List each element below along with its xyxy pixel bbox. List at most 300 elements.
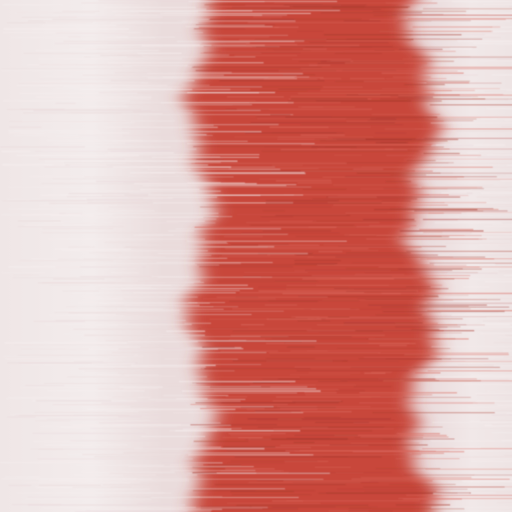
thread-streak	[9, 266, 80, 267]
thread-streak	[2, 164, 65, 165]
thread-streak	[110, 433, 147, 434]
thread-streak	[309, 373, 361, 374]
thread-streak	[382, 201, 411, 202]
thread-streak	[192, 89, 250, 90]
thread-streak	[68, 247, 95, 248]
thread-streak	[182, 85, 210, 86]
thread-streak	[287, 285, 389, 286]
thread-streak	[365, 299, 500, 300]
thread-streak	[128, 341, 198, 342]
thread-streak	[83, 297, 198, 298]
thread-streak	[221, 51, 344, 52]
thread-streak	[107, 411, 139, 412]
thread-streak	[350, 78, 385, 79]
thread-streak	[152, 219, 217, 220]
thread-streak	[267, 255, 294, 256]
thread-streak	[403, 59, 431, 60]
thread-streak	[229, 301, 318, 302]
thread-streak	[287, 347, 315, 348]
thread-streak	[491, 31, 512, 32]
thread-streak	[305, 46, 393, 47]
thread-streak	[33, 110, 151, 111]
thread-streak	[279, 70, 419, 71]
thread-streak	[497, 502, 512, 503]
thread-streak	[441, 172, 512, 173]
thread-streak	[480, 60, 512, 61]
thread-streak	[466, 360, 512, 361]
thread-streak	[134, 235, 174, 236]
thread-streak	[424, 138, 512, 139]
thread-streak	[231, 491, 294, 492]
thread-streak	[297, 183, 332, 184]
thread-streak	[63, 86, 112, 87]
thread-streak	[305, 270, 452, 271]
thread-streak	[290, 374, 350, 375]
thread-streak	[316, 318, 418, 319]
thread-streak	[91, 57, 127, 58]
thread-streak	[85, 371, 234, 372]
thread-streak	[107, 62, 263, 63]
thread-streak	[147, 73, 303, 74]
thread-streak	[105, 242, 227, 243]
thread-streak	[499, 270, 512, 271]
thread-streak	[226, 396, 247, 397]
thread-streak	[268, 77, 323, 78]
thread-streak	[257, 420, 395, 421]
thread-streak	[45, 324, 192, 325]
thread-streak	[456, 130, 512, 131]
thread-streak	[38, 282, 194, 283]
thread-streak	[274, 50, 311, 51]
thread-streak	[102, 402, 189, 403]
thread-streak	[497, 59, 512, 60]
thread-streak	[16, 85, 167, 86]
thread-streak	[201, 328, 312, 329]
thread-streak	[200, 207, 331, 208]
thread-streak	[70, 165, 107, 166]
thread-streak	[267, 319, 322, 320]
thread-streak	[423, 219, 512, 220]
thread-streak	[364, 81, 427, 82]
thread-streak	[92, 509, 222, 510]
thread-streak	[176, 42, 250, 43]
thread-streak	[492, 424, 512, 425]
thread-streak	[480, 420, 512, 421]
thread-streak	[345, 162, 454, 163]
thread-streak	[227, 9, 292, 10]
thread-streak	[301, 124, 403, 125]
thread-streak	[89, 285, 248, 286]
thread-streak	[484, 90, 512, 91]
thread-streak	[229, 339, 265, 340]
thread-streak	[445, 202, 512, 203]
thread-streak	[97, 374, 120, 375]
thread-streak	[35, 420, 70, 421]
thread-streak	[160, 13, 311, 14]
thread-streak	[397, 433, 440, 434]
thread-streak	[99, 422, 221, 423]
thread-streak	[298, 321, 331, 322]
thread-streak	[130, 192, 151, 193]
thread-streak	[241, 324, 264, 325]
thread-streak	[52, 215, 95, 216]
thread-streak	[3, 100, 130, 101]
thread-streak	[43, 228, 114, 229]
thread-streak	[480, 333, 512, 334]
thread-streak	[277, 139, 365, 140]
thread-streak	[14, 135, 123, 136]
thread-streak	[361, 189, 448, 190]
thread-streak	[67, 376, 207, 377]
thread-streak	[249, 439, 272, 440]
thread-streak	[479, 244, 512, 245]
thread-streak	[475, 206, 512, 207]
thread-streak	[6, 398, 86, 399]
thread-streak	[386, 155, 481, 156]
thread-streak	[335, 53, 382, 54]
thread-streak	[406, 286, 430, 287]
thread-streak	[333, 205, 448, 206]
thread-streak	[501, 180, 512, 181]
thread-streak	[82, 161, 237, 162]
thread-streak	[506, 335, 512, 336]
thread-streak	[236, 505, 368, 506]
thread-streak	[45, 445, 92, 446]
thread-streak	[422, 90, 452, 91]
thread-streak	[406, 251, 512, 252]
thread-streak	[47, 140, 193, 141]
thread-streak	[192, 67, 322, 68]
thread-streak	[199, 266, 293, 267]
thread-streak	[453, 33, 512, 34]
thread-streak	[60, 427, 82, 428]
thread-streak	[76, 442, 108, 443]
thread-streak	[274, 428, 394, 429]
thread-streak	[1, 68, 151, 69]
thread-streak	[323, 457, 348, 458]
thread-streak	[242, 233, 340, 234]
thread-streak	[253, 382, 290, 383]
thread-streak	[94, 456, 184, 457]
thread-streak	[477, 197, 512, 198]
thread-streak	[278, 419, 302, 420]
thread-streak	[203, 298, 276, 299]
thread-streak	[504, 357, 512, 358]
thread-streak	[356, 226, 404, 227]
thread-streak	[119, 387, 162, 388]
thread-streak	[7, 22, 46, 23]
thread-streak	[359, 392, 457, 393]
thread-streak	[17, 493, 171, 494]
thread-streak	[176, 398, 207, 399]
thread-streak	[328, 317, 349, 318]
thread-streak	[297, 370, 409, 371]
thread-streak	[256, 470, 284, 471]
thread-streak	[451, 75, 478, 76]
thread-streak	[8, 485, 31, 486]
thread-streak	[125, 375, 159, 376]
thread-streak	[92, 363, 136, 364]
thread-streak	[76, 307, 105, 308]
thread-streak	[484, 211, 512, 212]
thread-streak	[74, 475, 156, 476]
thread-streak	[24, 53, 138, 54]
thread-streak	[173, 32, 203, 33]
thread-streak	[337, 348, 450, 349]
thread-streak	[354, 386, 392, 387]
thread-streak	[485, 281, 512, 282]
thread-streak	[203, 377, 299, 378]
thread-streak	[493, 224, 512, 225]
thread-streak	[481, 192, 512, 193]
thread-streak	[275, 215, 350, 216]
thread-streak	[312, 198, 417, 199]
thread-streak	[383, 311, 505, 312]
thread-streak	[497, 405, 512, 406]
thread-streak	[323, 177, 465, 178]
thread-streak	[168, 157, 220, 158]
thread-streak	[504, 455, 512, 456]
thread-streak	[494, 410, 512, 411]
thread-streak	[167, 488, 285, 489]
thread-streak	[258, 287, 348, 288]
thread-streak	[292, 59, 351, 60]
thread-streak	[448, 273, 497, 274]
thread-streak	[40, 79, 188, 80]
thread-streak	[159, 388, 317, 389]
thread-streak	[291, 98, 368, 99]
thread-streak	[90, 252, 122, 253]
thread-streak	[376, 142, 408, 143]
thread-streak	[399, 236, 449, 237]
thread-streak	[111, 80, 195, 81]
thread-streak	[454, 163, 512, 164]
thread-streak	[471, 375, 512, 376]
thread-streak	[382, 73, 464, 74]
thread-streak	[491, 415, 512, 416]
thread-streak	[233, 360, 348, 361]
thread-streak	[375, 50, 395, 51]
thread-streak	[324, 34, 462, 35]
thread-streak	[441, 214, 507, 215]
thread-streak	[452, 491, 512, 492]
thread-streak	[96, 306, 238, 307]
thread-streak	[75, 465, 164, 466]
thread-streak	[261, 277, 420, 278]
thread-streak	[317, 324, 457, 325]
thread-streak	[366, 239, 487, 240]
thread-streak	[361, 437, 449, 438]
thread-streak	[49, 239, 205, 240]
thread-streak	[294, 451, 436, 452]
thread-streak	[274, 3, 413, 4]
thread-streak	[84, 177, 234, 178]
thread-streak	[296, 255, 438, 256]
thread-streak	[182, 21, 295, 22]
thread-streak	[6, 476, 40, 477]
thread-streak	[9, 127, 41, 128]
thread-streak	[157, 35, 288, 36]
thread-streak	[396, 458, 460, 459]
thread-streak	[108, 152, 174, 153]
thread-streak	[303, 189, 346, 190]
thread-streak	[16, 12, 94, 13]
thread-streak	[91, 347, 140, 348]
thread-streak	[122, 479, 188, 480]
thread-streak	[201, 506, 252, 507]
thread-streak	[465, 234, 512, 235]
thread-streak	[396, 504, 450, 505]
thread-streak	[268, 247, 422, 248]
thread-streak	[373, 11, 467, 12]
thread-streak	[251, 122, 396, 123]
thread-streak	[369, 338, 469, 339]
thread-streak	[507, 413, 512, 414]
thread-streak	[462, 481, 512, 482]
thread-streak	[224, 236, 263, 237]
thread-streak	[471, 279, 512, 280]
thread-streak	[201, 53, 262, 54]
thread-streak	[318, 381, 347, 382]
thread-streak	[2, 272, 46, 273]
thread-streak	[175, 173, 306, 174]
thread-streak	[13, 274, 38, 275]
thread-streak	[3, 356, 143, 357]
thread-streak	[483, 4, 512, 5]
thread-streak	[49, 203, 149, 204]
thread-streak	[431, 346, 512, 347]
thread-streak	[295, 317, 423, 318]
thread-streak	[374, 209, 477, 210]
thread-streak	[116, 420, 150, 421]
thread-streak	[220, 167, 362, 168]
thread-streak	[137, 503, 171, 504]
thread-streak	[78, 303, 198, 304]
thread-streak	[207, 90, 308, 91]
thread-streak	[35, 487, 111, 488]
thread-streak	[442, 192, 467, 193]
thread-streak	[420, 259, 494, 260]
thread-streak	[389, 484, 455, 485]
thread-streak	[173, 479, 324, 480]
thread-streak	[315, 467, 351, 468]
thread-streak	[266, 203, 382, 204]
thread-streak	[58, 259, 195, 260]
thread-streak	[291, 351, 328, 352]
thread-streak	[344, 322, 423, 323]
thread-streak	[109, 211, 155, 212]
thread-streak	[381, 307, 509, 308]
thread-streak	[301, 134, 345, 135]
thread-streak	[229, 168, 319, 169]
thread-streak	[81, 2, 146, 3]
thread-streak	[100, 263, 195, 264]
thread-streak	[246, 222, 380, 223]
thread-streak	[96, 181, 149, 182]
thread-streak	[477, 187, 508, 188]
thread-streak	[467, 324, 511, 325]
thread-streak	[156, 401, 240, 402]
thread-streak	[105, 154, 260, 155]
thread-streak	[261, 216, 294, 217]
thread-streak	[42, 232, 178, 233]
thread-streak	[19, 93, 137, 94]
thread-streak	[121, 290, 240, 291]
thread-streak	[215, 484, 346, 485]
thread-streak	[91, 98, 151, 99]
thread-streak	[494, 342, 512, 343]
thread-streak	[72, 191, 221, 192]
thread-streak	[264, 79, 318, 80]
thread-streak	[407, 160, 436, 161]
thread-streak	[493, 27, 512, 28]
thread-streak	[431, 123, 512, 124]
thread-streak	[294, 442, 315, 443]
thread-streak	[176, 228, 281, 229]
thread-streak	[190, 341, 317, 342]
thread-streak	[54, 241, 92, 242]
thread-streak	[53, 310, 180, 311]
thread-streak	[258, 245, 319, 246]
thread-streak	[53, 178, 159, 179]
thread-streak	[422, 94, 503, 95]
thread-streak	[173, 412, 303, 413]
thread-streak	[351, 443, 420, 444]
thread-streak	[398, 97, 433, 98]
thread-streak	[311, 146, 356, 147]
thread-streak	[202, 347, 235, 348]
thread-streak	[138, 281, 201, 282]
thread-streak	[431, 440, 512, 441]
thread-streak	[433, 493, 469, 494]
thread-streak	[13, 277, 122, 278]
thread-streak	[473, 403, 512, 404]
thread-streak	[20, 387, 83, 388]
thread-streak	[119, 257, 165, 258]
thread-streak	[36, 97, 151, 98]
thread-streak	[494, 365, 512, 366]
thread-streak	[167, 453, 290, 454]
thread-streak	[182, 390, 321, 391]
thread-streak	[392, 14, 444, 15]
thread-streak	[88, 217, 203, 218]
thread-streak	[351, 479, 509, 480]
thread-streak	[170, 9, 207, 10]
thread-streak	[469, 41, 512, 42]
thread-streak	[45, 76, 73, 77]
thread-streak	[383, 380, 512, 381]
thread-streak	[116, 37, 175, 38]
thread-streak	[393, 149, 512, 150]
thread-streak	[427, 303, 512, 304]
thread-streak	[319, 333, 462, 334]
thread-streak	[243, 276, 392, 277]
thread-streak	[52, 19, 209, 20]
thread-streak	[502, 383, 512, 384]
thread-streak	[386, 181, 411, 182]
thread-streak	[263, 230, 331, 231]
thread-streak	[79, 258, 227, 259]
thread-streak	[141, 436, 205, 437]
thread-streak	[162, 462, 223, 463]
thread-streak	[158, 277, 272, 278]
thread-streak	[398, 268, 482, 269]
thread-streak	[115, 15, 262, 16]
thread-streak	[196, 159, 223, 160]
thread-streak	[304, 417, 340, 418]
thread-streak	[302, 107, 324, 108]
thread-streak	[130, 10, 253, 11]
